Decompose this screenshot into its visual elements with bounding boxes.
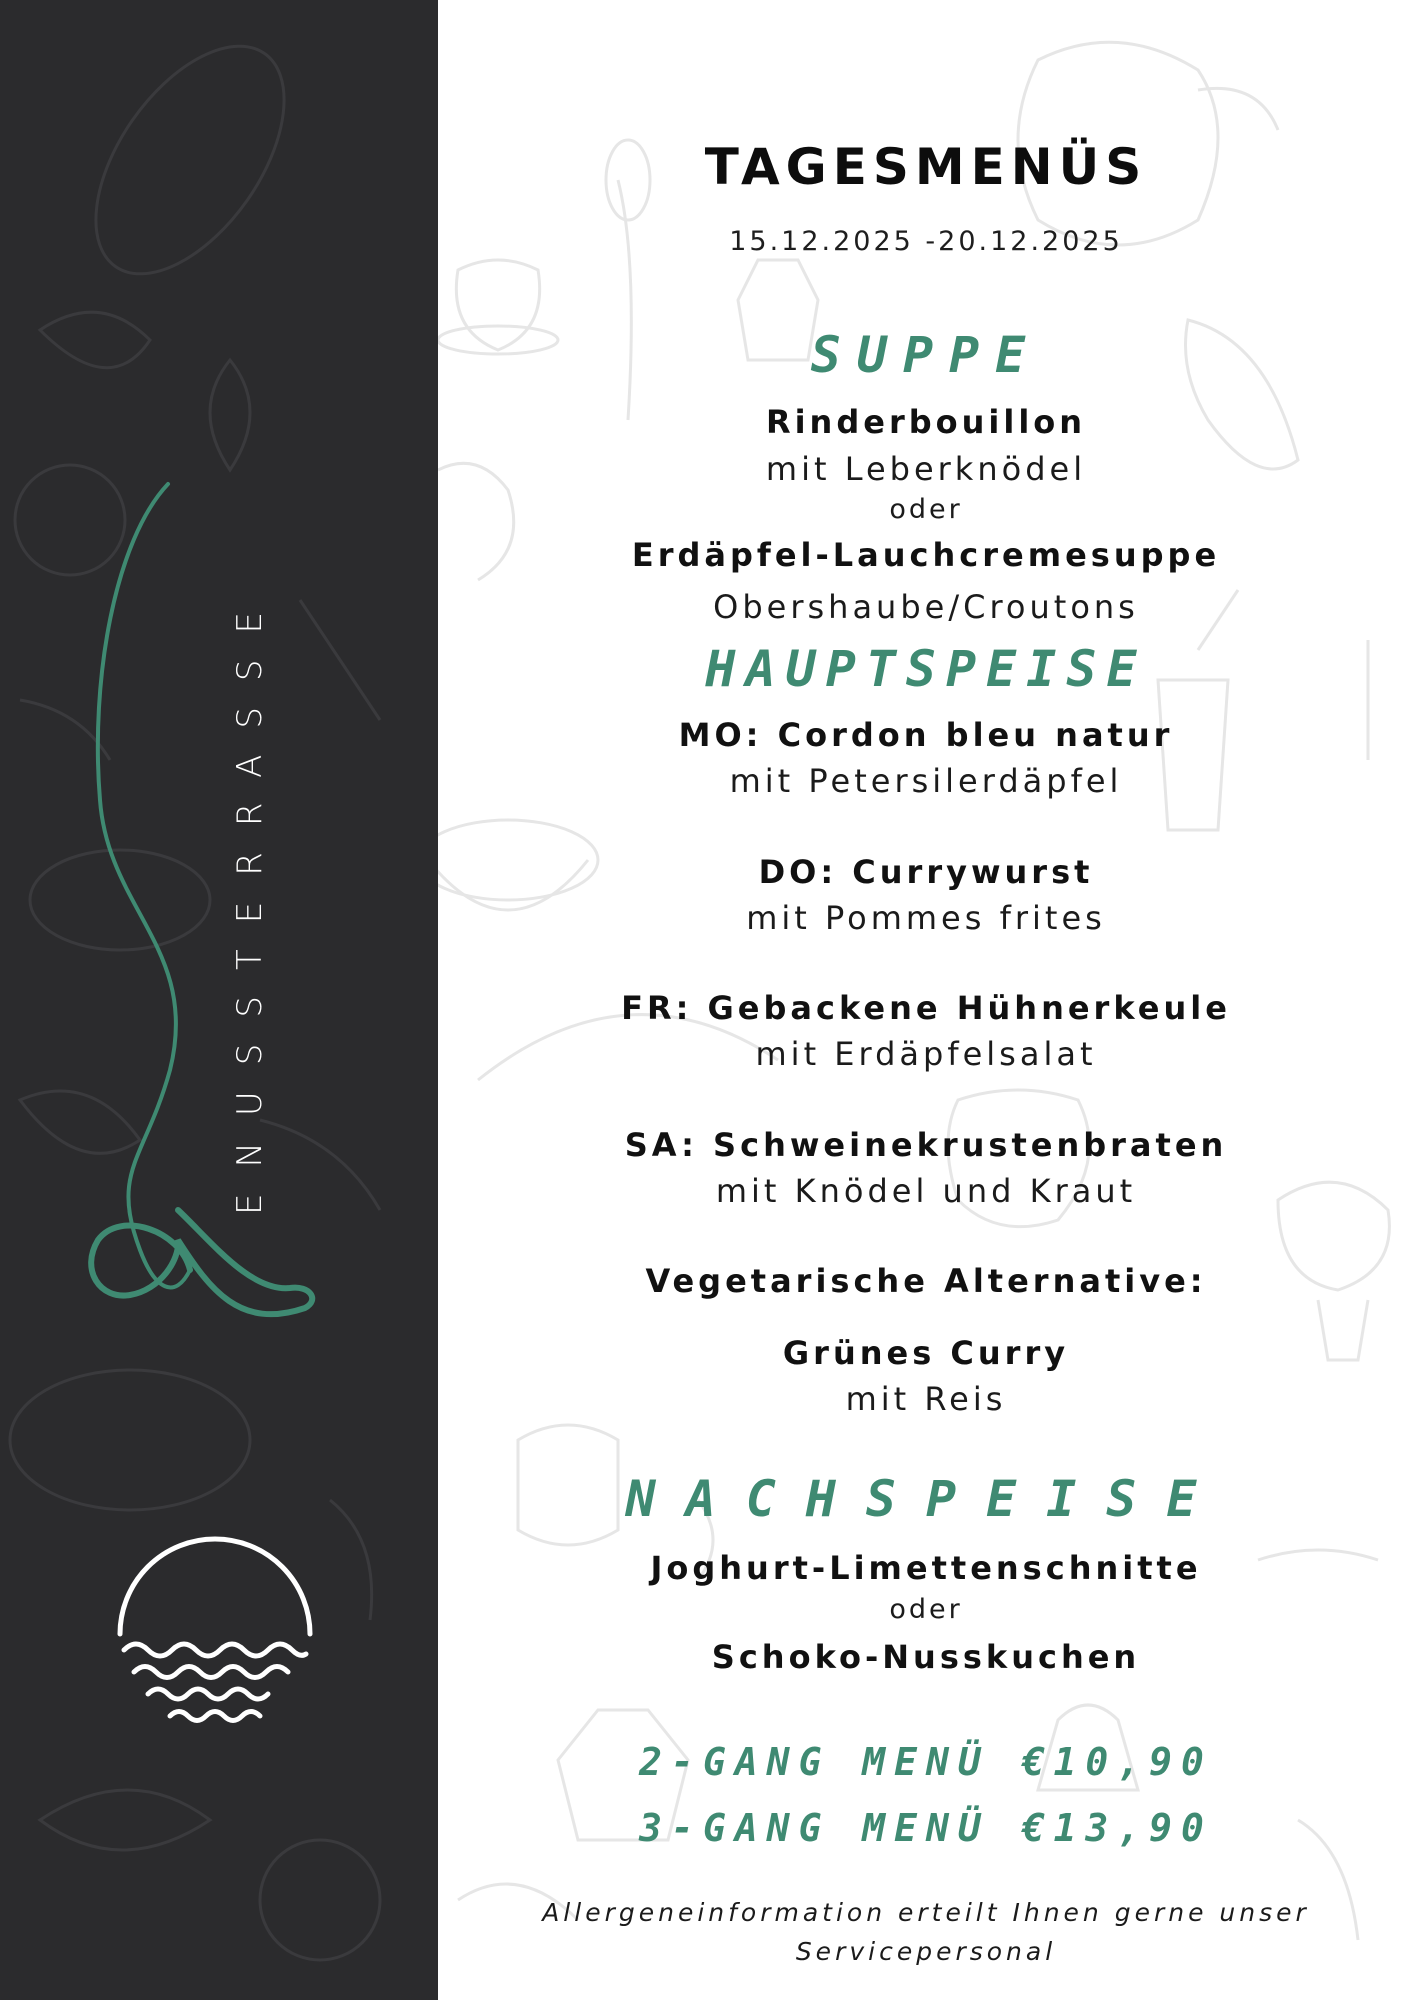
allergen-note-line-1: Allergeneinformation erteilt Ihnen gerne unser — [542, 1898, 1310, 1927]
soup-dish-1-side: mit Leberknödel — [765, 450, 1087, 488]
vegetarian-dish: Grünes Curry — [782, 1334, 1070, 1372]
main-course-mo-side: mit Petersilerdäpfel — [729, 762, 1123, 800]
dessert-heading: NACHSPEISE — [625, 1470, 1227, 1528]
main-course-heading: HAUPTSPEISE — [705, 640, 1147, 698]
dessert-dish-2: Schoko-Nusskuchen — [711, 1638, 1141, 1676]
dessert-dish-1: Joghurt-Limettenschnitte — [650, 1549, 1202, 1587]
main-course-do: DO: Currywurst — [758, 853, 1094, 891]
vegetarian-label: Vegetarische Alternative: — [645, 1262, 1207, 1300]
soup-or: oder — [889, 494, 963, 525]
main-course-do-side: mit Pommes frites — [746, 899, 1106, 937]
main-course-sa-side: mit Knödel und Kraut — [715, 1172, 1137, 1210]
sunset-waves-logo-icon — [112, 1522, 318, 1728]
price-three-course: 3-GANG MENÜ €13,90 — [639, 1806, 1213, 1850]
main-course-sa: SA: Schweinekrustenbraten — [624, 1126, 1228, 1164]
main-course-fr-side: mit Erdäpfelsalat — [755, 1035, 1097, 1073]
vegetarian-side: mit Reis — [845, 1380, 1007, 1418]
date-range: 15.12.2025 -20.12.2025 — [729, 226, 1123, 257]
main-course-mo: MO: Cordon bleu natur — [678, 716, 1174, 754]
soup-heading: SUPPE — [810, 326, 1042, 384]
main-course-fr: FR: Gebackene Hühnerkeule — [621, 989, 1231, 1027]
page-title: TAGESMENÜS — [704, 138, 1148, 196]
brand-sidebar — [0, 0, 438, 2000]
price-two-course: 2-GANG MENÜ €10,90 — [639, 1740, 1213, 1784]
allergen-note-line-2: Servicepersonal — [795, 1937, 1057, 1966]
soup-dish-2-side: Obershaube/Croutons — [713, 588, 1139, 626]
soup-dish-2: Erdäpfel-Lauchcremesuppe — [631, 536, 1221, 574]
brand-name: ENUSSTERRASSE — [230, 586, 270, 1215]
soup-dish-1: Rinderbouillon — [765, 403, 1087, 441]
dessert-or: oder — [889, 1594, 963, 1625]
script-g-logo-icon — [60, 470, 360, 1330]
